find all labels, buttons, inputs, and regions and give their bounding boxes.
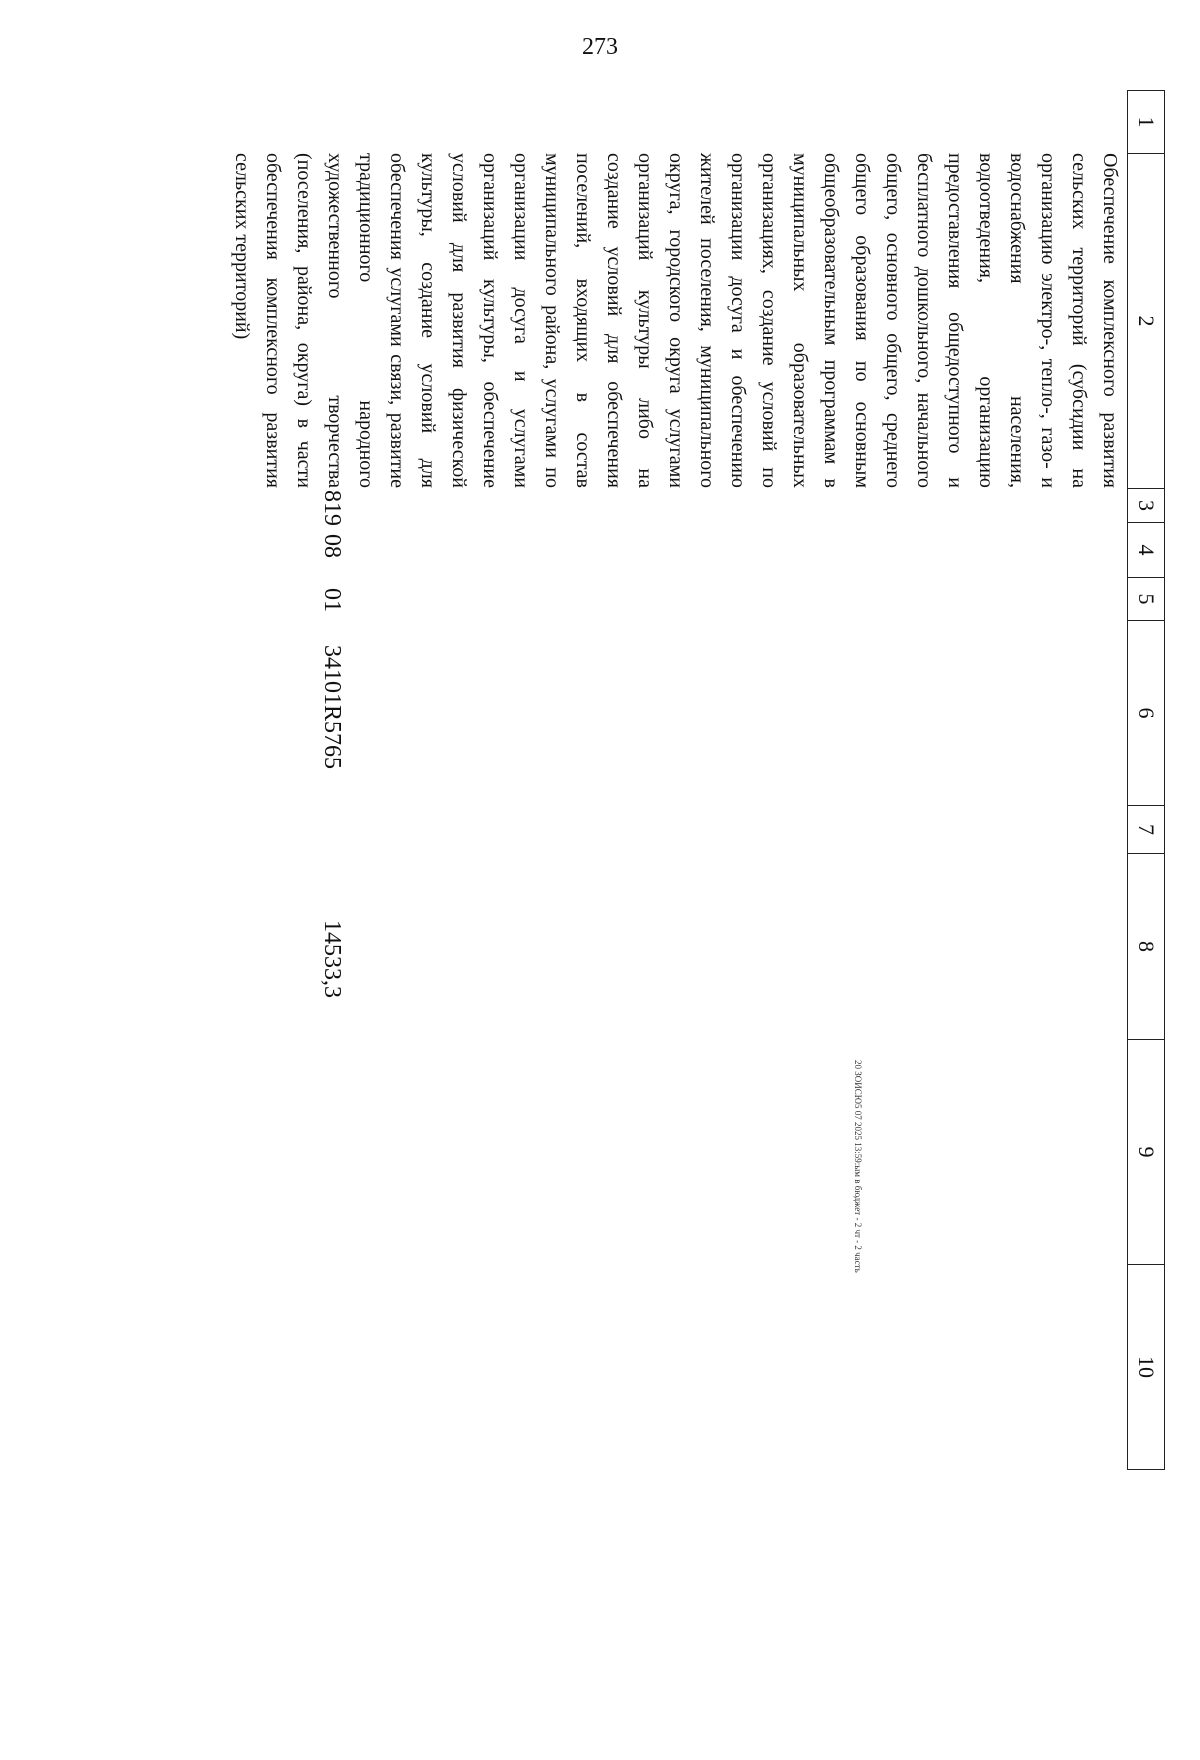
cell-col5: 01 [319,588,345,612]
page-number: 273 [582,34,618,60]
column-header-10: 10 [1128,1264,1164,1470]
column-header-6: 6 [1128,620,1164,805]
column-header-4: 4 [1128,522,1164,577]
column-header-7: 7 [1128,805,1164,853]
cell-col8: 14533,3 [319,920,345,998]
table-header-row [1127,90,1165,1470]
cell-col3: 819 [319,490,345,526]
footer-note: 20 ЗОИСЮ5 07 2025 13:59:ым в бюджет - 2 чт - 2 часть [853,1060,863,1273]
column-header-1: 1 [1128,90,1164,153]
column-header-9: 9 [1128,1039,1164,1264]
column-header-2: 2 [1128,153,1164,488]
cell-col6: 34101R5765 [319,645,345,770]
cell-col4: 08 [319,534,345,558]
table-content [231,90,1165,1470]
column-header-8: 8 [1128,853,1164,1039]
column-header-5: 5 [1128,577,1164,620]
row-description: Обеспечение комплексного развития сельских территорий (субсидии на организацию электро-, тепло-, газо- и водоснабжения населения, водоотведения, организацию предоставления общедоступного и бесплатного дошкольного, начального общего, основного общего, среднего общего образования по основным общеобразовательным программам в муниципальных образовательных организациях, создание условий по организации досуга и обеспечению жителей поселения, муниципального округа, городского округа услугами организаций культуры либо на создание условий для обеспечения поселений, входящих в состав муниципального района, услугами по организации досуга и услугами организаций культуры, обеспечение условий для развития физической культуры, создание условий для обеспечения услугами связи, развитие традиционного народного художественного творчества (поселения, района, округа) в части обеспечения комплексного развития сельских территорий) [231,153,1121,488]
column-header-3: 3 [1128,488,1164,522]
rotated-table-page [231,90,1165,1470]
